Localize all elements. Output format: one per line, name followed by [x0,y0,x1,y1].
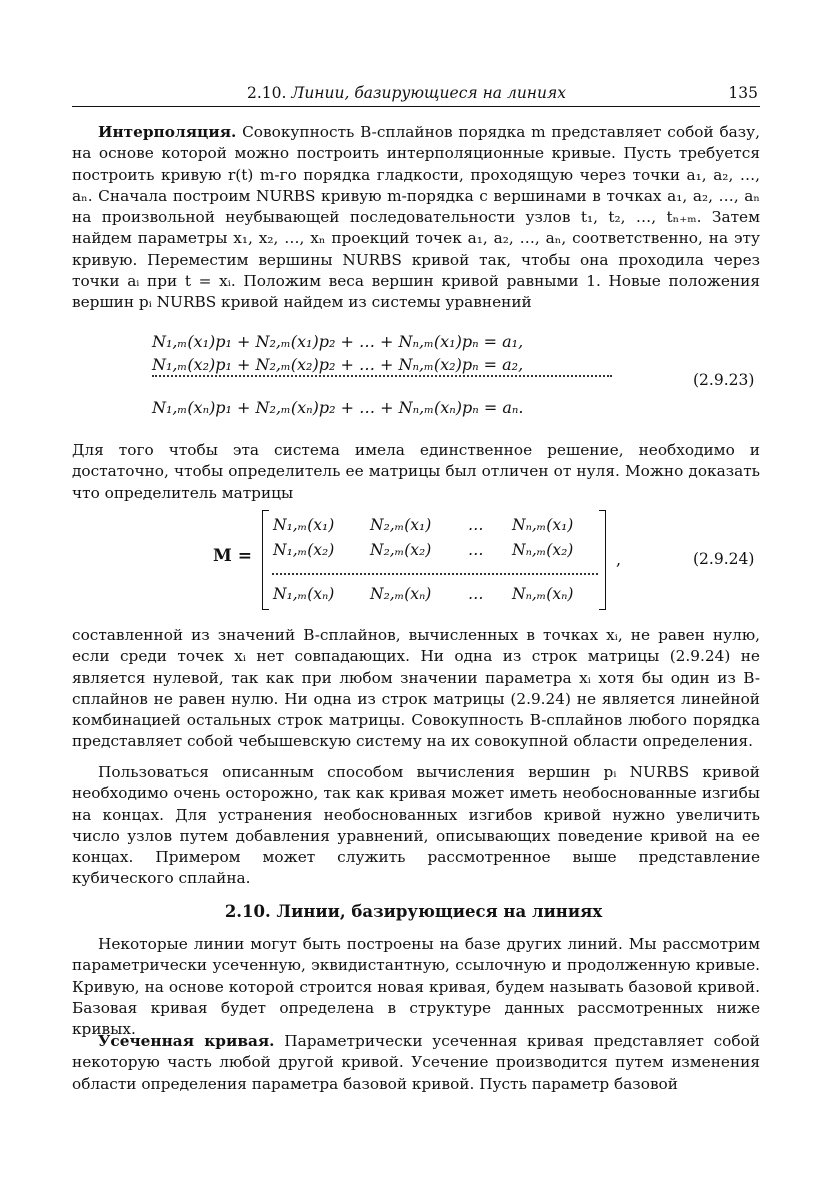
matrix-cell: N₁,ₘ(xₙ) [273,585,335,603]
running-header [72,84,760,107]
system-line-1: N₁,ₘ(x₁)p₁ + N₂,ₘ(x₁)p₂ + … + Nₙ,ₘ(x₁)pₙ = a₁, [152,332,524,351]
matrix-cell: Nₙ,ₘ(xₙ) [512,585,574,603]
matrix-cell: Nₙ,ₘ(x₁) [512,516,574,534]
system-line-3: N₁,ₘ(xₙ)p₁ + N₂,ₘ(xₙ)p₂ + … + Nₙ,ₘ(xₙ)pₙ = aₙ. [152,398,524,417]
equation-number-2-9-23: (2.9.23) [693,371,755,389]
equation-number-2-9-24: (2.9.24) [693,550,755,568]
matrix-label: M = [213,546,252,566]
composed-paragraph: составленной из значений B-сплайнов, вычисленных в точках xᵢ, не равен нулю, если среди точек xᵢ нет совпадающих. Ни одна из строк матрицы (2.9.24) не является нулевой, так как при любом значении параметра xᵢ хотя бы один из B-сплайнов не равен нулю. Ни одна из строк матрицы (2.9.24) не является линейной комбинацией остальных строк матрицы. Совокупность B-сплайнов любого порядка представляет собой чебышевскую систему на их совокупной области определения. [72,626,760,751]
interpolation-lead: Интерполяция. [98,123,237,141]
matrix-cell: Nₙ,ₘ(x₂) [512,541,574,559]
matrix-right-bracket [599,510,606,610]
truncated-text: Параметрически усеченная кривая представляет собой некоторую часть любой другой кривой. Усечение производится путем изменения области определения параметра базовой кривой. Пусть параметр базовой [72,1032,761,1093]
matrix-cell: N₁,ₘ(x₁) [273,516,335,534]
truncated-lead: Усеченная кривая. [98,1032,275,1050]
matrix-cell: N₁,ₘ(x₂) [273,541,335,559]
section-heading: 2.10. Линии, базирующиеся на линиях [224,902,603,921]
matrix-left-bracket [262,510,269,610]
matrix-cell: N₂,ₘ(x₂) [370,541,432,559]
header-title: 2.10. Линии, базирующиеся на линиях [247,84,567,102]
intro-paragraph: Некоторые линии могут быть построены на базе других линий. Мы рассмотрим параметрически усеченную, эквидистантную, ссылочную и продолженную кривые. Кривую, на основе которой строится новая кривая, будем называть базовой кривой. Базовая кривая будет определена в структуре данных рассмотренных ниже кривых. [72,935,760,1039]
matrix-cell: N₂,ₘ(x₁) [370,516,432,534]
system-line-2: N₁,ₘ(x₂)p₁ + N₂,ₘ(x₂)p₂ + … + Nₙ,ₘ(x₂)pₙ = a₂, [152,355,524,374]
matrix-cell: … [468,585,484,603]
matrix-cell: … [468,541,484,559]
truncated-curve-paragraph [72,1031,760,1095]
interpolation-text: Совокупность B-сплайнов порядка m представляет собой базу, на основе которой можно построить интерполяционные кривые. Пусть требуется построить кривую r(t) m-го порядка гладкости, проходящую через точки a₁, a₂, …, aₙ. Сначала построим NURBS кривую m-порядка с вершинами в точках a₁, a₂, …, aₙ на произвольной неубывающей последовательности узлов t₁, t₂, …, tₙ₊ₘ. Затем найдем параметры x₁, x₂, …, xₙ проекций точек a₁, a₂, …, aₙ, соответственно, на эту кривую. Переместим вершины NURBS кривой так, чтобы она проходила через точки aᵢ при t = xᵢ. Положим веса вершин кривой равными 1. Новые положения вершин pᵢ NURBS кривой найдем из системы уравнений [72,123,760,312]
matrix-ellipsis-row [272,573,598,578]
system-ellipsis-row [152,375,612,381]
uniqueness-paragraph: Для того чтобы эта система имела единственное решение, необходимо и достаточно, чтобы определитель ее матрицы был отличен от нуля. Можно доказать что определитель матрицы [72,441,760,502]
matrix-comma: , [616,550,622,569]
matrix-cell: … [468,516,484,534]
page-number: 135 [728,84,758,102]
caution-paragraph: Пользоваться описанным способом вычисления вершин pᵢ NURBS кривой необходимо очень осторожно, так как кривая может иметь необоснованные изгибы на концах. Для устранения необоснованных изгибов кривой нужно увеличить число узлов путем добавления уравнений, описывающих поведение кривой на ее концах. Примером может служить рассмотренное выше представление кубического сплайна. [72,763,760,888]
interpolation-paragraph [72,122,760,314]
matrix-cell: N₂,ₘ(xₙ) [370,585,432,603]
